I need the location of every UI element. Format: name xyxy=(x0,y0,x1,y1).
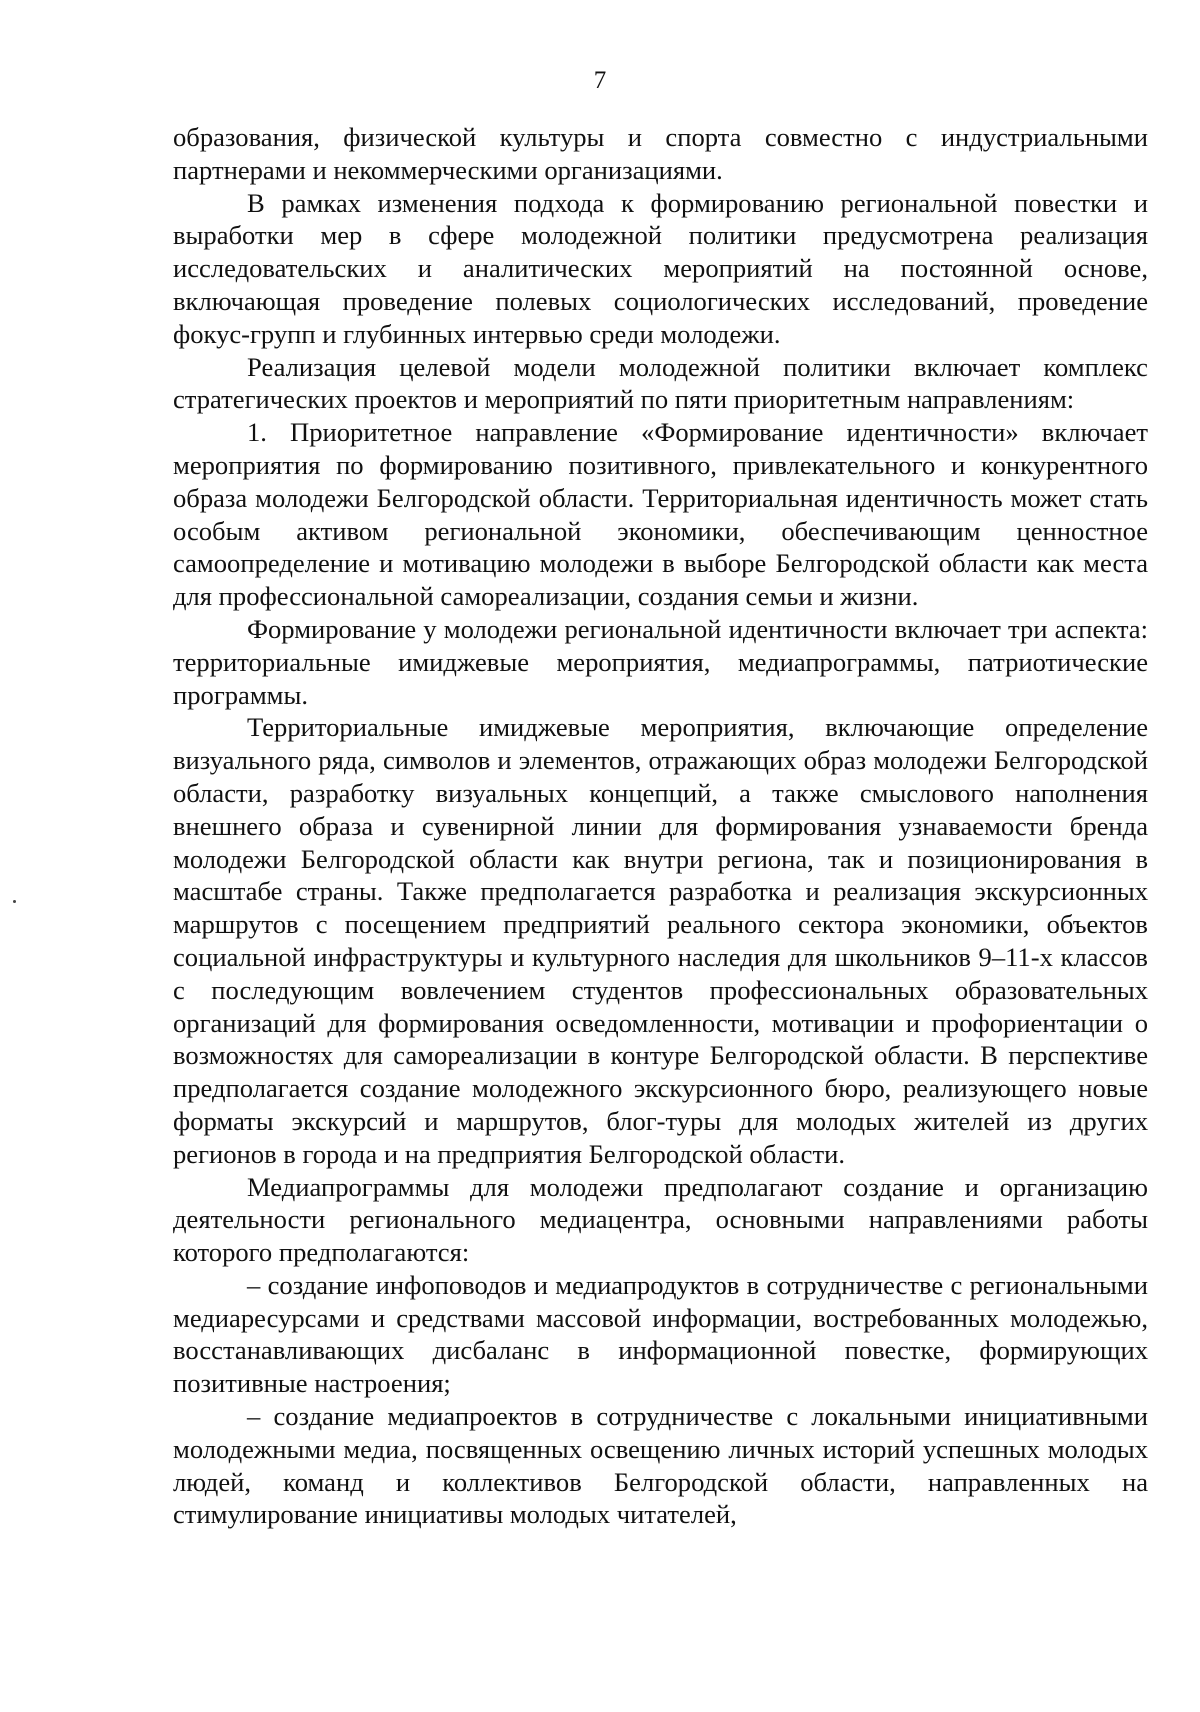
paragraph: В рамках изменения подхода к формированию региональной повестки и выработки мер в сфере молодежной политики предусмотрена реализация исследовательских и аналитических мероприятий на постоянной основе, включающая проведение полевых социологических исследований, проведение фокус-групп и глубинных интервью среди молодежи. xyxy=(173,187,1148,349)
list-item: – создание медиапроектов в сотрудничестве с локальными инициативными молодежными медиа, посвященных освещению личных историй успешных молодых людей, команд и коллективов Белгородской области, направленных на стимулирование инициативы молодых читателей, xyxy=(173,1401,1148,1530)
paragraph: образования, физической культуры и спорта совместно с индустриальными партнерами и некоммерческими организациями. xyxy=(173,122,1148,185)
paragraph: Территориальные имиджевые мероприятия, включающие определение визуального ряда, символов и элементов, отражающих образ молодежи Белгородской области, разработку визуальных концепций, а также смыслового наполнения внешнего образа и сувенирной линии для формирования узнаваемости бренда молодежи Белгородской области как внутри региона, так и позиционирования в масштабе страны. Также предполагается разработка и реализация экскурсионных маршрутов с посещением предприятий реального сектора экономики, объектов социальной инфраструктуры и культурного наследия для школьников 9–11-х классов с последующим вовлечением студентов профессиональных образовательных организаций для формирования осведомленности, мотивации и профориентации о возможностях для самореализации в контуре Белгородской области. В перспективе предполагается создание молодежного экскурсионного бюро, реализующего новые форматы экскурсий и маршрутов, блог-туры для молодых жителей из других регионов в города и на предприятия Белгородской области. xyxy=(173,712,1148,1169)
scan-speck xyxy=(13,900,16,903)
paragraph: 1. Приоритетное направление «Формирование идентичности» включает мероприятия по формированию позитивного, привлекательного и конкурентного образа молодежи Белгородской области. Территориальная идентичность может стать особым активом региональной экономики, обеспечивающим ценностное самоопределение и мотивацию молодежи в выборе Белгородской области как места для профессиональной самореализации, создания семьи и жизни. xyxy=(173,417,1148,612)
paragraph: Формирование у молодежи региональной идентичности включает три аспекта: территориальные имиджевые мероприятия, медиапрограммы, патриотические программы. xyxy=(173,613,1148,710)
document-body xyxy=(173,121,1148,1531)
paragraph: Медиапрограммы для молодежи предполагают создание и организацию деятельности регионального медиацентра, основными направлениями работы которого предполагаются: xyxy=(173,1171,1148,1268)
list-item: – создание инфоповодов и медиапродуктов в сотрудничестве с региональными медиаресурсами и средствами массовой информации, востребованных молодежью, восстанавливающих дисбаланс в информационной повестке, формирующих позитивные настроения; xyxy=(173,1269,1148,1399)
page-number: 7 xyxy=(593,67,607,94)
paragraph: Реализация целевой модели молодежной политики включает комплекс стратегических проектов и мероприятий по пяти приоритетным направлениям: xyxy=(173,351,1148,415)
